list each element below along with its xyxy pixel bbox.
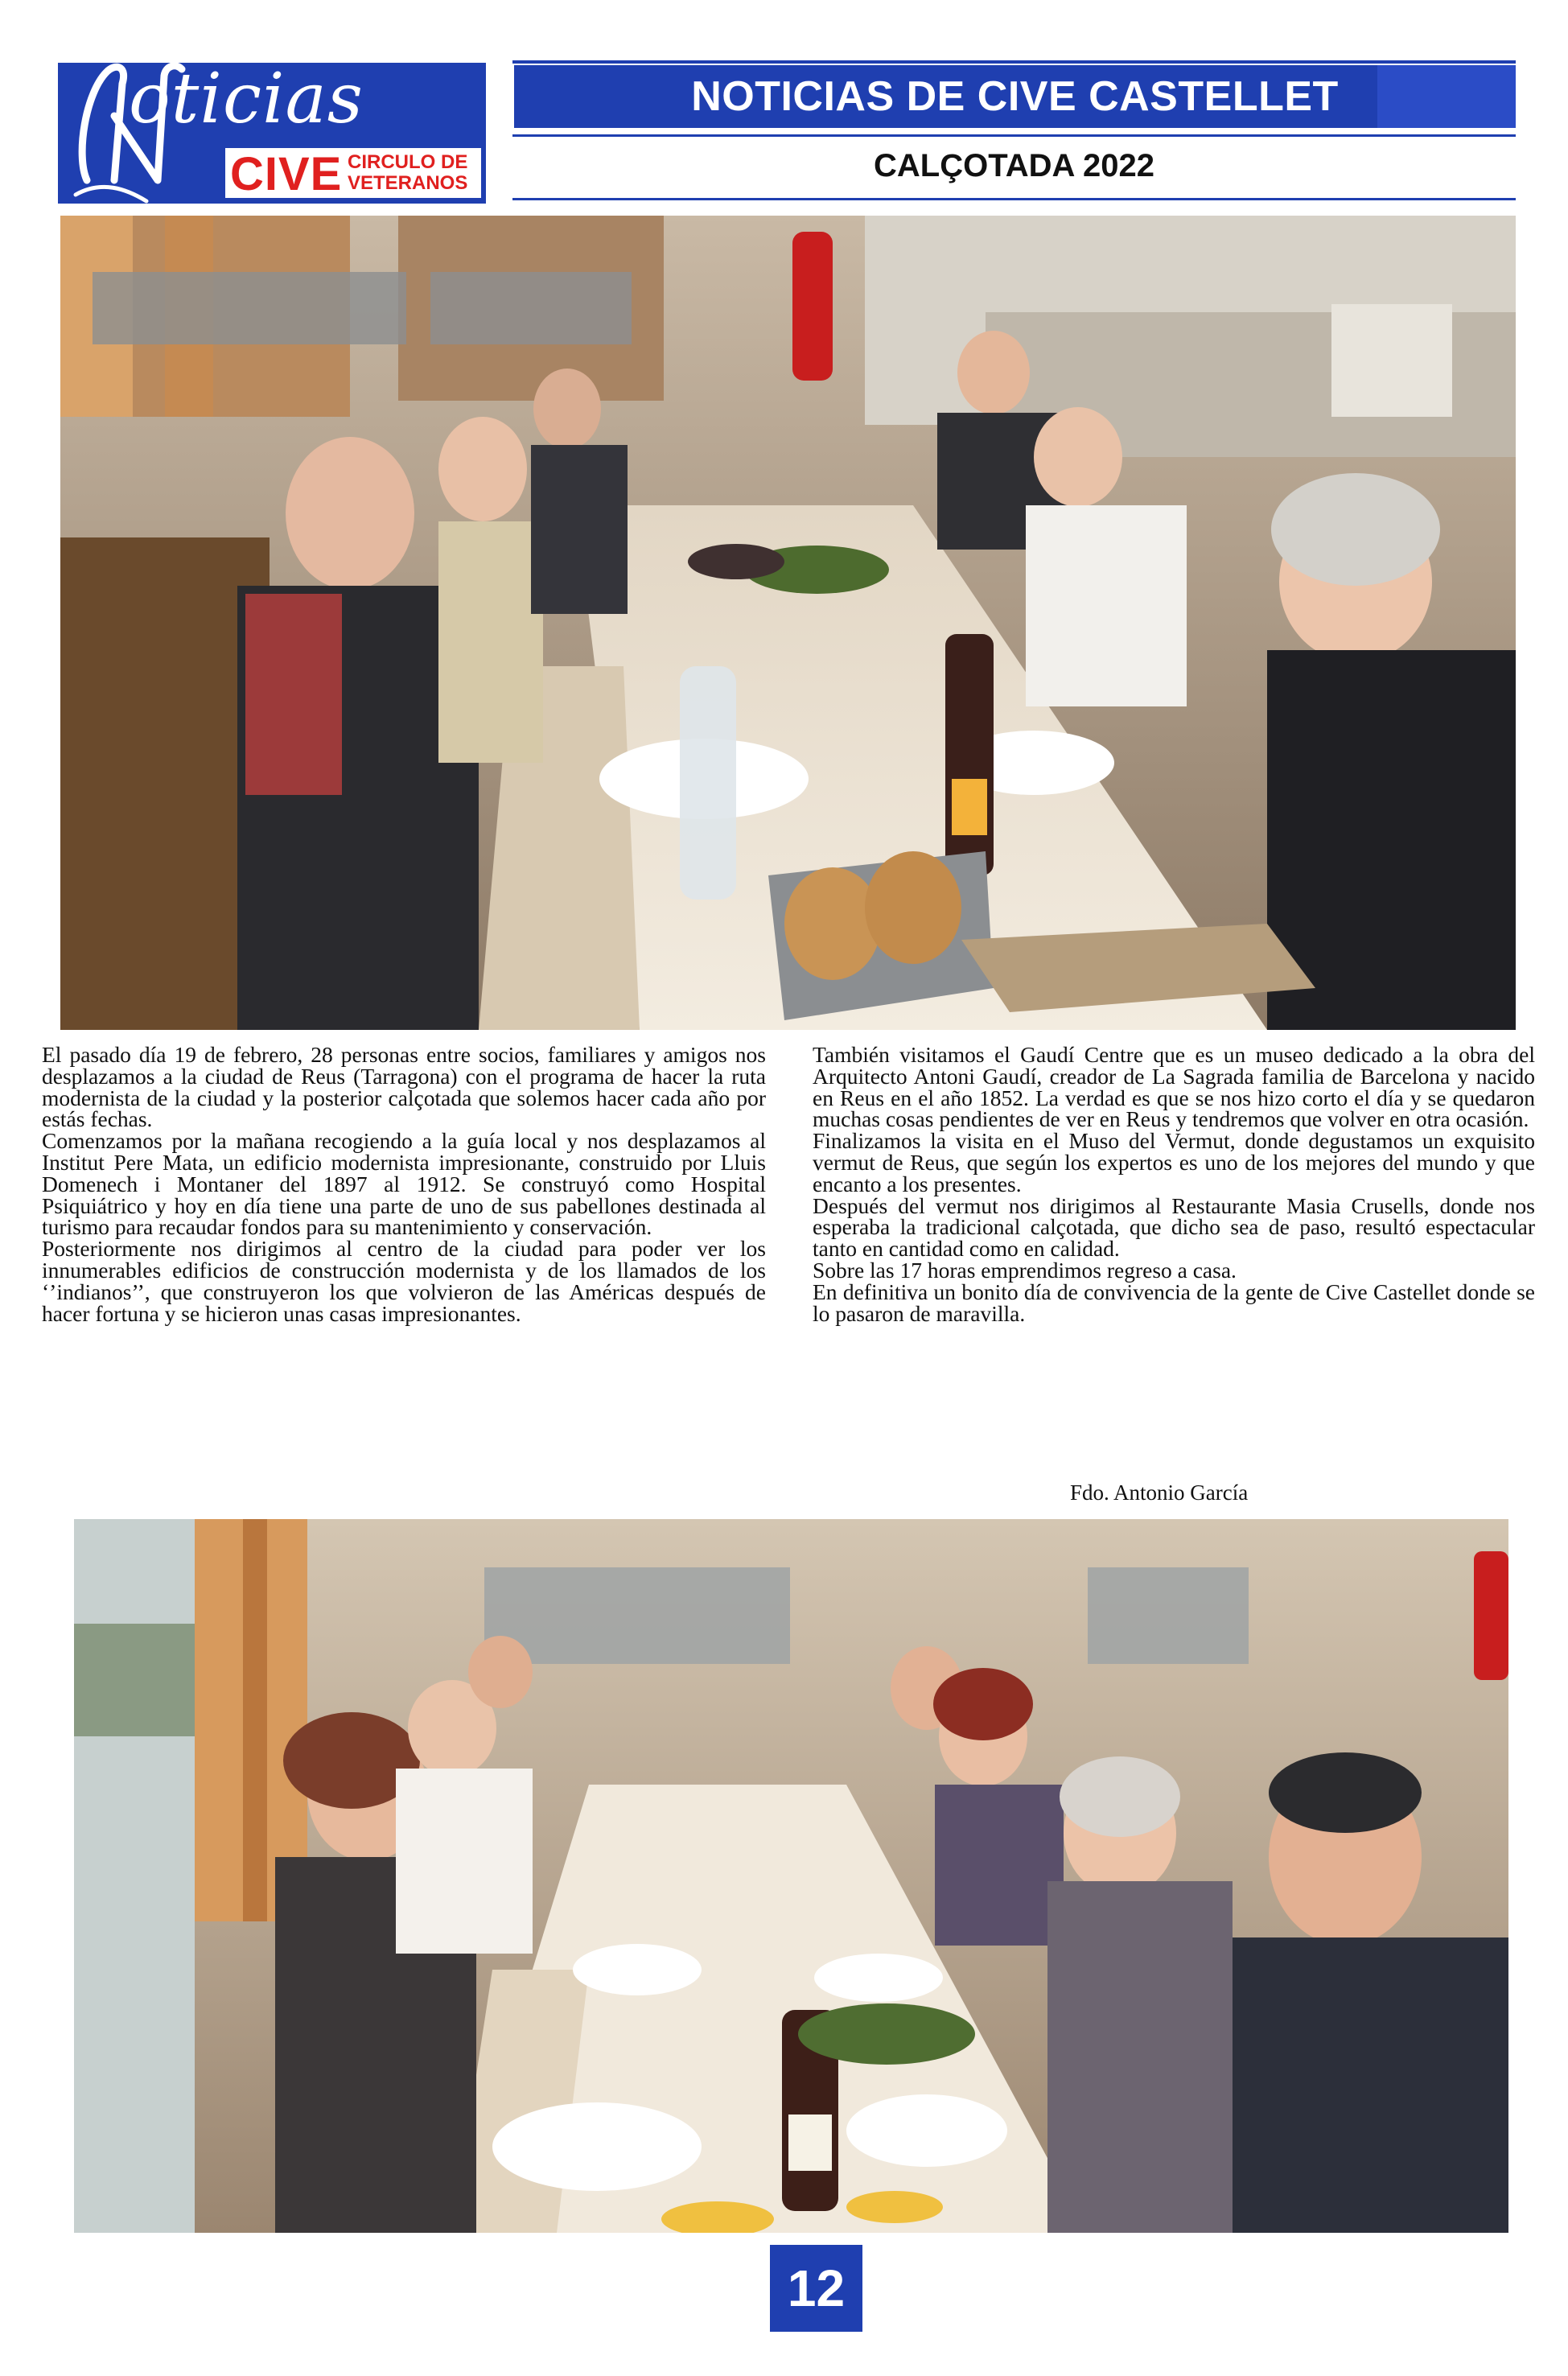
photo-calcotada-table-2 bbox=[74, 1519, 1508, 2233]
logo-subtitle bbox=[348, 152, 481, 194]
article-title: CALÇOTADA 2022 bbox=[874, 148, 1154, 183]
article-column-right bbox=[813, 1044, 1535, 1324]
article-paragraph: Después del vermut nos dirigimos al Restaurante Masia Crusells, donde nos esperaba la tradicional calçotada, que dicho sea de paso, resultó espectacular tanto en cantidad como en calidad. bbox=[813, 1192, 1535, 1262]
header-rule-bottom bbox=[512, 198, 1516, 200]
article-paragraph: Sobre las 17 horas emprendimos regreso a casa. bbox=[813, 1257, 1237, 1283]
page-number: 12 bbox=[770, 2245, 862, 2332]
logo-brand-panel bbox=[225, 148, 481, 198]
article-column-left bbox=[42, 1044, 766, 1324]
article-signature: Fdo. Antonio García bbox=[1070, 1480, 1249, 1505]
article-paragraph: Finalizamos la visita en el Muso del Vermut, donde degustamos un exquisito vermut de Reus, que según los expertos es uno de los mejores del mundo y que encanto a los presentes. bbox=[813, 1128, 1535, 1196]
article-paragraph: En definitiva un bonito día de convivencia de la gente de Cive Castellet donde se lo pasaron de maravilla. bbox=[813, 1279, 1535, 1326]
noticias-cive-logo bbox=[58, 63, 486, 204]
logo-word: oticias bbox=[129, 63, 364, 139]
header-rule-mid bbox=[512, 134, 1516, 137]
article-paragraph: También visitamos el Gaudí Centre que es un museo dedicado a la obra del Arquitecto Antoni Gaudí, creador de La Sagrada familia de Barcelona y nacido en Reus en el año 1852. La verdad es que se nos hizo corto el día y se quedaron muchas cosas pendientes de ver en Reus y tendremos que volver en otra ocasión. bbox=[813, 1042, 1535, 1132]
section-title: NOTICIAS DE CIVE CASTELLET bbox=[691, 73, 1339, 120]
article-paragraph: El pasado día 19 de febrero, 28 personas entre socios, familiares y amigos nos desplazamos a la ciudad de Reus (Tarragona) con el programa de hacer la ruta modernista de la ciudad y la posterior calçotada que solemos hacer cada año por estás fechas. bbox=[42, 1042, 766, 1132]
logo-subtitle-line1: CIRCULO DE bbox=[348, 151, 468, 173]
header-rule-top bbox=[512, 60, 1516, 64]
logo-brand: CIVE bbox=[230, 148, 343, 200]
article-paragraph: Comenzamos por la mañana recogiendo a la guía local y nos desplazamos al Institut Pere Mata, un edificio modernista impresionante, construido por Lluis Domenech i Montaner del 1897 al 1912. Se construyó como Hospital Psiquiátrico y hoy en día tiene una parte de uno de sus pabellones destinada al turismo para recaudar fondos para su mantenimiento y conservación. bbox=[42, 1128, 766, 1240]
article-paragraph: Posteriormente nos dirigimos al centro de la ciudad para poder ver los innumerables edificios de construcción modernista y de los llamados de los ‘’indianos’’, que construyeron los que volvieron de las Américas después de hacer fortuna y se hicieron unas casas impresionantes. bbox=[42, 1236, 766, 1326]
photo-calcotada-table-1 bbox=[60, 216, 1516, 1030]
logo-subtitle-line2: VETERANOS bbox=[348, 172, 468, 194]
